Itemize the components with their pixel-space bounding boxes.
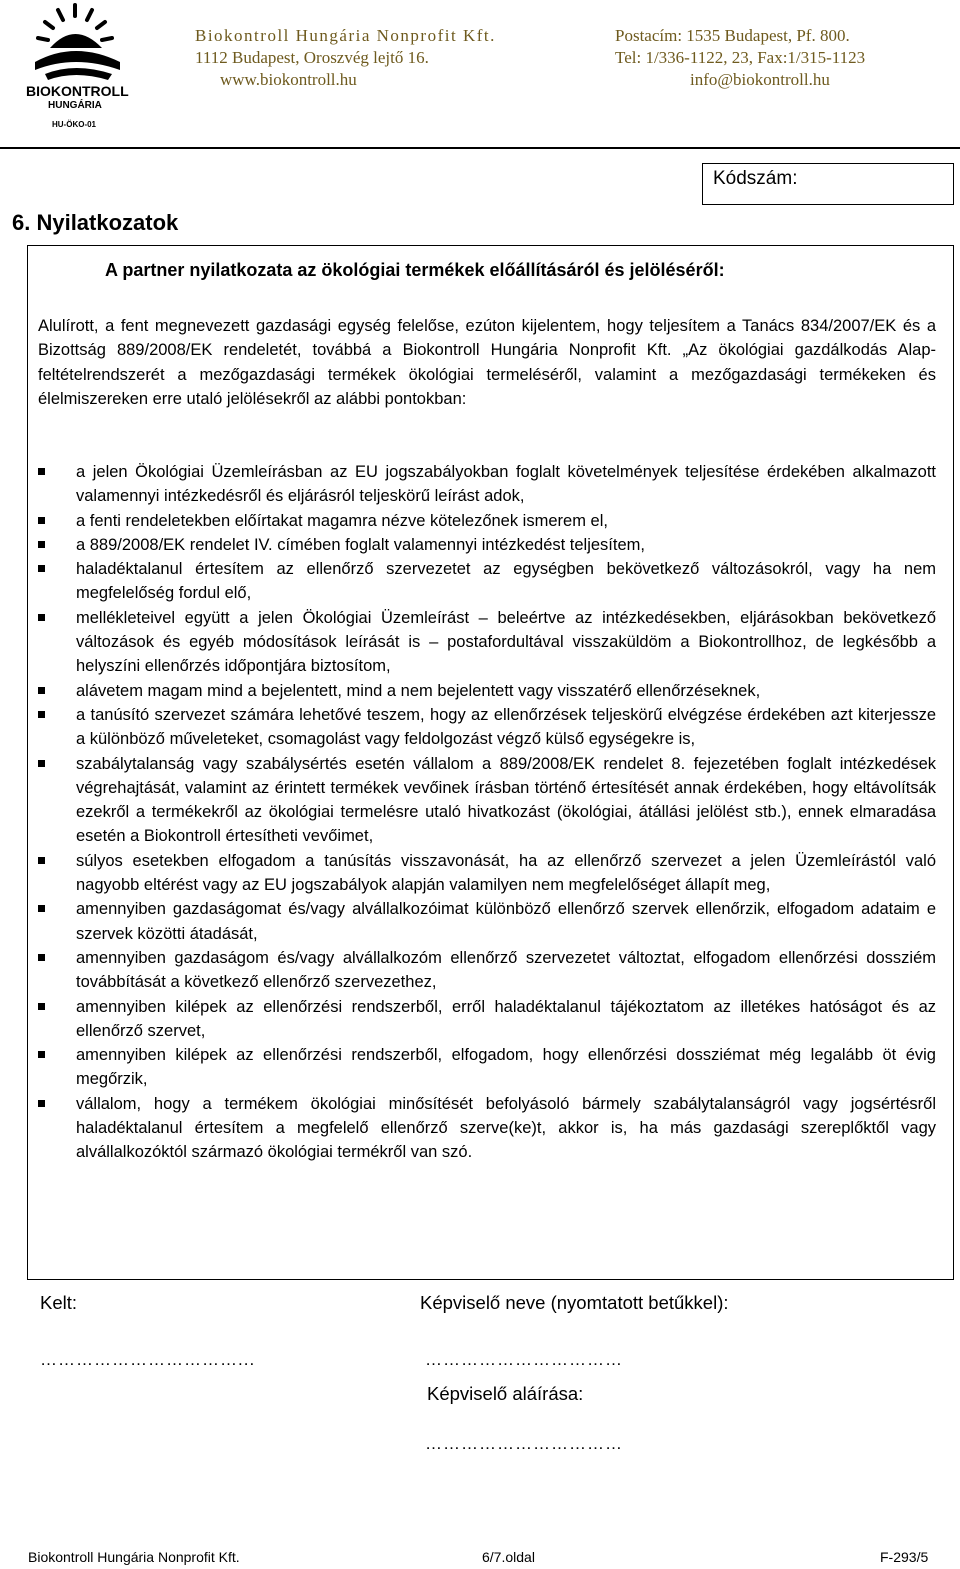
representative-name-label: Képviselő neve (nyomtatott betűkkel): <box>420 1292 729 1313</box>
date-field[interactable]: ……………………………... <box>40 1350 256 1369</box>
list-item: mellékleteivel együtt a jelen Ökológiai Üzemleírást – beleértve az intézkedésekben, eljárásokban bekövetkező változások és egyéb módosítások leírását is – postafordultával visszaküldöm a Biokontrollhoz, de legkésőbb a helyszíni ellenőrzés időpontjára biztosítom, <box>38 606 936 679</box>
list-item: a fenti rendeletekben előírtakat magamra nézve kötelezőnek ismerem el, <box>38 509 936 533</box>
representative-name-field[interactable]: …………………………… <box>425 1350 623 1369</box>
biokontroll-logo <box>20 0 140 130</box>
logo-name-line1: BIOKONTROLL <box>26 83 129 99</box>
footer-form-code: F-293/5 <box>880 1549 929 1565</box>
header-email[interactable]: info@biokontroll.hu <box>690 70 830 89</box>
code-field[interactable] <box>702 163 954 205</box>
list-item: amennyiben kilépek az ellenőrzési rendszerből, erről haladéktalanul tájékoztatom az illetékes hatóságot és az ellenőrző szervet, <box>38 995 936 1044</box>
header-company: Biokontroll Hungária Nonprofit Kft. <box>195 26 496 45</box>
signature-label: Képviselő aláírása: <box>427 1383 584 1404</box>
declaration-subtitle: A partner nyilatkozata az ökológiai termékek előállításáról és jelöléséről: <box>105 260 725 280</box>
date-label: Kelt: <box>40 1292 78 1313</box>
logo-code: HU-ÖKO-01 <box>52 120 97 129</box>
list-item: a jelen Ökológiai Üzemleírásban az EU jogszabályokban foglalt követelmények teljesítése érdekében alkalmazott valamennyi intézkedésről és eljárásról teljeskörű leírást adok, <box>38 460 936 509</box>
header-phone: Tel: 1/336-1122, 23, Fax:1/315-1123 <box>615 48 866 67</box>
list-item: alávetem magam mind a bejelentett, mind a nem bejelentett vagy visszatérő ellenőrzéseknek, <box>38 679 936 703</box>
footer-company: Biokontroll Hungária Nonprofit Kft. <box>28 1549 240 1565</box>
header-web[interactable]: www.biokontroll.hu <box>220 70 357 89</box>
logo-name-line2: HUNGÁRIA <box>48 100 102 111</box>
list-item: amennyiben kilépek az ellenőrzési rendszerből, elfogadom, hogy ellenőrzési dossziémat még legalább öt évig megőrzik, <box>38 1043 936 1092</box>
code-label: Kódszám: <box>713 168 798 189</box>
section-title: 6. Nyilatkozatok <box>12 210 179 235</box>
list-item: szabálytalanság vagy szabálysértés esetén vállalom a 889/2008/EK rendelet 8. fejezetében foglalt intézkedések végrehajtását, valamint az érintett termékek vevőinek írásban történő értesítését annak érdekében, hogy eltávolítsák ezekről a termékekről az ökológiai termelésre utaló hivatkozást (ökológiai, átállási jelölést stb.), ennek elmaradása esetén a Biokontroll értesítheti vevőimet, <box>38 752 936 849</box>
list-item: amennyiben gazdaságomat és/vagy alvállalkozóimat különböző ellenőrző szervek ellenőrzik, elfogadom adataim e szervek közötti átadását, <box>38 897 936 946</box>
list-item: vállalom, hogy a termékem ökológiai minősítését befolyásoló bármely szabálytalanságról vagy jogsértésről haladéktalanul értesítem a megfelelő ellenőrző szerve(ke)t, akkor is, ha más gazdasági szereplőktől vagy alvállalkozóktól származó ökológiai termékről van szó. <box>38 1092 936 1165</box>
list-item: a 889/2008/EK rendelet IV. címében foglalt valamennyi intézkedést teljesítem, <box>38 533 936 557</box>
header-address: 1112 Budapest, Oroszvég lejtő 16. <box>195 48 429 67</box>
footer-page-number: 6/7.oldal <box>482 1549 535 1565</box>
header-postal: Postacím: 1535 Budapest, Pf. 800. <box>615 26 850 45</box>
header-left <box>195 25 595 91</box>
header-right <box>615 25 945 91</box>
list-item: súlyos esetekben elfogadom a tanúsítás visszavonását, ha az ellenőrző szervezet a jelen Üzemleírástól való nagyobb eltérést vagy az EU jogszabályok alapján valamilyen nem megfelelőséget állapít meg, <box>38 849 936 898</box>
list-item: a tanúsító szervezet számára lehetővé teszem, hogy az ellenőrzések teljeskörű elvégzése érdekében azt kiterjessze a különböző műveleteket, csomagolást vagy feldolgozást végző külső egységekre is, <box>38 703 936 752</box>
list-item: amennyiben gazdaságom és/vagy alvállalkozóm ellenőrző szervezetet változtat, elfogadom ellenőrzési dossziém továbbítását a következő ellenőrző szervezethez, <box>38 946 936 995</box>
header-divider <box>0 147 960 149</box>
declaration-intro: Alulírott, a fent megnevezett gazdasági egység felelőse, ezúton kijelentem, hogy teljesítem a Tanács 834/2007/EK és a Bizottság 889/2008/EK rendeletét, továbbá a Biokontroll Hungária Nonprofit Kft. „Az ökológiai gazdálkodás Alap-feltételrendszerét a mezőgazdasági termékek ökológiai termeléséről, valamint a mezőgazdasági termékeken és élelmiszereken erre utaló jelölésekről az alábbi pontokban: <box>38 317 936 408</box>
list-item: haladéktalanul értesítem az ellenőrző szervezetet az egységben bekövetkező változásokról, vagy ha nem megfelelőség fordul elő, <box>38 557 936 606</box>
declaration-list <box>38 460 936 1165</box>
signature-field[interactable]: …………………………… <box>425 1434 623 1453</box>
